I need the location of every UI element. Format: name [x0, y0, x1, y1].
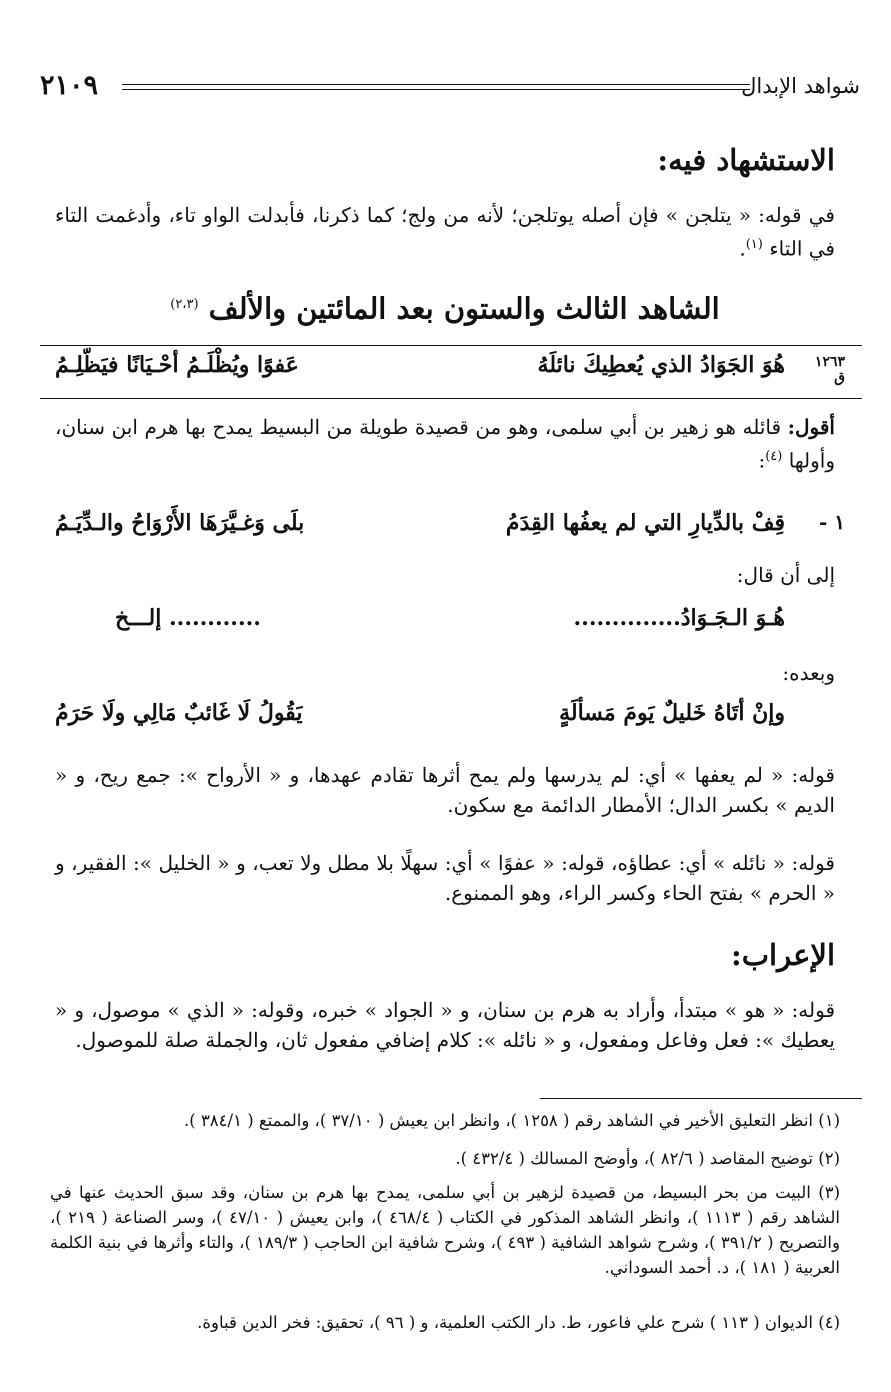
footnote-3: (٣) البيت من بحر البسيط، من قصيدة لزهير بن أبي سلمى، يمدح بها هرم بن سنان، وقد سبق الحديث عنها في الشاهد رقم ( ١١١٣ )، وانظر الشاهد المذكور في الكتاب ( ٤٦٨/٤ )، وابن يعيش ( ٤٧/١٠ )، وسر الصناعة ( ٢١٩ )، والتصريح ( ٣٩١/٢ )، وشرح شواهد الشافية ( ٤٩٣ )، وشرح شافية ابن الحاجب ( ١٨٩/٣ )، والتاء وأثرها في بنية الكلمة العربية ( ١٨١ )، د. أحمد السوداني.: [49, 1183, 840, 1277]
poem-verse-3: [55, 700, 845, 740]
verse-3-hemistich-1: وإنْ أتَاهُ خَليلٌ يَومَ مَسألَةٍ: [559, 700, 785, 726]
footnote-4: (٤) الديوان ( ١١٣ ) شرح علي فاعور، ط. دار الكتب العلمية، و ( ٩٦ )، تحقيق: فخر الدين قباوة.: [197, 1313, 840, 1332]
intro-end: :: [758, 448, 766, 473]
witness-hemistich-1: هُوَ الجَوَادُ الذي يُعطِيكَ نائلَهُ: [537, 352, 785, 378]
intro-label: أقول:: [787, 415, 835, 439]
verse-1-hemistich-1: قِفْ بالدِّيارِ التي لم يعفُها القِدَمُ: [505, 510, 785, 536]
after-it: وبعده:: [782, 661, 835, 685]
running-header: [40, 70, 860, 110]
witness-bottom-rule: [40, 398, 862, 399]
footnote-ref-4[interactable]: (٤): [765, 449, 783, 464]
gloss-paragraph-1: قوله: « لم يعفها » أي: لم يدرسها ولم يمح أثرها تقادم عهدها، و « الأرواح »: جمع ريح، و « الديم » بكسر الدال؛ الأمطار الدائمة مع سكون.: [55, 763, 835, 817]
intro-text: قائله هو زهير بن أبي سلمى، وهو من قصيدة طويلة من البسيط يمدح بها هرم ابن سنان، وأولها: [55, 415, 835, 473]
until-he-said: إلى أن قال:: [736, 563, 835, 587]
verse-1-hemistich-2: بلَى وَغـيَّرَهَا الأَرْوَاحُ والـدِّيَـمُ: [55, 510, 305, 536]
istishhad-paragraph: [55, 200, 835, 264]
istishhad-text: في قوله: « يتلجن » فإن أصله يوتلجن؛ لأنه من ولج؛ كما ذكرنا، فأبدلت الواو تاء، وأدغمت التاء في التاء: [55, 203, 835, 261]
witness-verse: [55, 352, 845, 392]
irab-paragraph: قوله: « هو » مبتدأ، وأراد به هرم بن سنان، و « الجواد » خبره، وقوله: « الذي » موصول، و « يعطيك »: فعل وفاعل ومفعول، و « نائله »: كلام إضافي مفعول ثان، والجملة صلة للموصول.: [55, 998, 835, 1052]
witness-number-value: ١٢٦٣: [814, 354, 845, 370]
witness-title-text: الشاهد الثالث والستون بعد المائتين والألف: [208, 291, 720, 326]
commentary-intro: [55, 412, 835, 476]
witness-top-rule: [40, 345, 862, 346]
header-title: شواهد الإبدال: [741, 74, 860, 98]
section-heading-irab: الإعراب:: [731, 938, 835, 972]
witness-number-sub: ق: [834, 370, 845, 386]
istishhad-end: .: [739, 236, 746, 261]
section-heading-istishhad: الاستشهاد فيه:: [657, 143, 835, 177]
witness-title: [60, 285, 830, 329]
footnote-separator: [540, 1098, 862, 1099]
witness-number: [815, 354, 845, 386]
verse-1-number: ١ -: [818, 510, 845, 534]
verse-2-hemistich-1: هُـوَ الـجَـوَادُ..............: [573, 605, 785, 631]
poem-verse-2: [55, 605, 845, 645]
verse-3-hemistich-2: يَقُولُ لَا غَائبٌ مَالِي ولَا حَرَمُ: [55, 700, 303, 726]
poem-verse-1: [55, 510, 845, 550]
footnote-2: (٢) توضيح المقاصد ( ٨٢/٦ )، وأوضح المسالك ( ٤٣٢/٤ ).: [455, 1149, 840, 1168]
footnote-ref-1[interactable]: (١): [745, 237, 763, 252]
footnote-ref-2-3[interactable]: (٢،٣): [170, 297, 199, 312]
header-double-rule: [122, 84, 750, 90]
witness-hemistich-2: عَفوًا ويُظْلَـمُ أحْـيَانًا فيَظّلِـمُ: [55, 352, 299, 378]
page-number: ٢١٠٩: [40, 70, 99, 101]
footnote-1: (١) انظر التعليق الأخير في الشاهد رقم ( ١٢٥٨ )، وانظر ابن يعيش ( ٣٧/١٠ )، والممتع ( ٣٨٤/١ ).: [184, 1111, 840, 1130]
gloss-paragraph-2: قوله: « نائله » أي: عطاؤه، قوله: « عفوًا » أي: سهلًا بلا مطل ولا تعب، و « الخليل »: الفقير، و « الحرم » بفتح الحاء وكسر الراء، وهو الممنوع.: [55, 851, 835, 905]
verse-2-hemistich-2: ............ إلـــخ: [115, 605, 261, 631]
